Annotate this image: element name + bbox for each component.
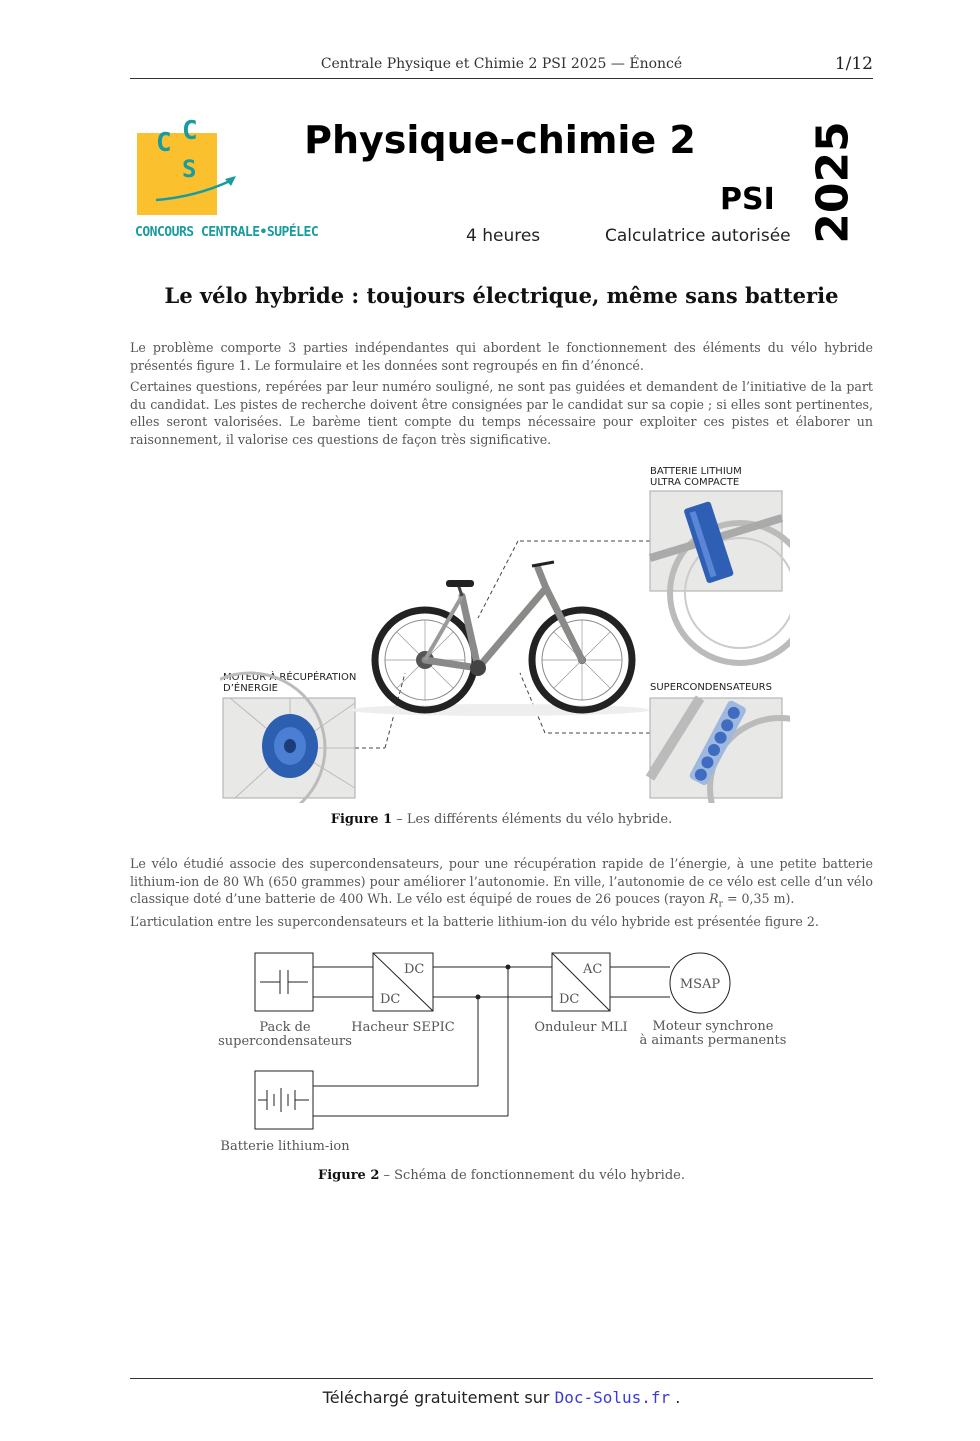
chopper-top-label: DC — [404, 962, 425, 977]
battery-inset — [650, 491, 790, 663]
footer-link[interactable]: Doc-Solus.fr — [554, 1388, 671, 1407]
logo-letter-1: C — [156, 128, 172, 158]
logo-letter-2: C — [182, 116, 198, 146]
fig2-label-motor — [638, 1020, 788, 1048]
logo-mark-icon — [130, 115, 245, 210]
exam-calculator: Calculatrice autorisée — [605, 226, 791, 246]
footer — [130, 1388, 873, 1407]
chopper-bottom-label: DC — [380, 992, 401, 1007]
figure1-caption-label: Figure 1 — [330, 812, 393, 827]
motor-label: MSAP — [679, 977, 721, 992]
footer-text: Téléchargé gratuitement sur — [322, 1388, 555, 1407]
logo-text: CONCOURS CENTRALE•SUPÉLEC — [135, 225, 319, 240]
fig2-label-pack — [205, 1021, 365, 1049]
body-paragraph-4: L’articulation entre les supercondensateurs et la batterie lithium-ion du vélo hybride est présentée figure 2. — [130, 914, 819, 929]
figure2-caption — [130, 1168, 873, 1183]
fig2-label-motor-line1: Moteur synchrone — [652, 1019, 774, 1034]
page-number: 1/12 — [834, 54, 873, 74]
footer-end: . — [670, 1388, 681, 1407]
fig2-label-chopper: Hacheur SEPIC — [351, 1020, 455, 1035]
running-title: Centrale Physique et Chimie 2 PSI 2025 — Énoncé — [320, 56, 683, 72]
header-rule — [130, 78, 873, 79]
fig1-label-supercap: SUPERCONDENSATEURS — [650, 682, 772, 693]
fig2-label-motor-line2: à aimants permanents — [639, 1033, 787, 1048]
footer-rule — [130, 1378, 873, 1379]
figure1-caption-text: – Les différents éléments du vélo hybride. — [392, 812, 673, 827]
intro-paragraph-1: Le problème comporte 3 parties indépendantes qui abordent le fonctionnement des éléments du vélo hybride présentés figure 1. Le formulaire et les données sont regroupés en fin d’énoncé. — [130, 340, 873, 373]
radius-subscript: r — [718, 899, 723, 910]
figure1-illustration — [220, 488, 790, 803]
body-paragraph-3 — [130, 855, 873, 914]
fig2-label-inverter: Onduleur MLI — [534, 1020, 628, 1035]
fig2-label-pack-line1: Pack de — [259, 1020, 311, 1035]
intro-paragraph-2: Certaines questions, repérées par leur numéro souligné, ne sont pas guidées et demandent de l’initiative de la part du candidat. Les pistes de recherche doivent être consignées par le candidat sur sa copie ; si elles sont pertinentes, elles seront valorisées. Le barème tient compte du temps nécessaire pour exploiter ces pistes et élaborer un raisonnement, il valorise ces questions de façon très significative. — [130, 379, 873, 447]
logo-letter-3: S — [182, 155, 197, 183]
supercap-inset — [650, 698, 790, 803]
fig1-label-battery-line2: ULTRA COMPACTE — [650, 477, 740, 488]
exam-year-box — [804, 115, 884, 245]
body-paragraph-3-end: = 0,35 m). — [722, 891, 795, 906]
motor-inset — [220, 673, 355, 803]
body-paragraph-3-text: Le vélo étudié associe des supercondensateurs, pour une récupération rapide de l’énergie, à une petite batterie lithium-ion de 80 Wh (650 grammes) pour améliorer l’autonomie. En ville, l’autonomie de ce vélo est celle d’un vélo classique doté d’une batterie de 400 Wh. Le vélo est équipé de roues de 26 pouces (rayon — [130, 856, 873, 906]
figure2-caption-label: Figure 2 — [317, 1168, 380, 1183]
inverter-top-label: AC — [583, 962, 603, 977]
inverter-bottom-label: DC — [559, 992, 580, 1007]
fig1-label-motor-line2: D’ÉNERGIE — [223, 683, 278, 694]
fig1-label-battery — [650, 466, 742, 488]
fig2-label-battery: Batterie lithium-ion — [220, 1139, 350, 1154]
fig2-label-pack-line2: supercondensateurs — [218, 1034, 352, 1049]
radius-symbol: R — [709, 891, 719, 906]
subject-title: Le vélo hybride : toujours électrique, même sans batterie — [164, 283, 839, 308]
exam-filiere: PSI — [720, 182, 775, 217]
exam-year: 2025 — [807, 121, 859, 244]
figure2-caption-text: – Schéma de fonctionnement du vélo hybride. — [379, 1168, 685, 1183]
fig1-label-battery-line1: BATTERIE LITHIUM — [650, 466, 742, 477]
fig1-label-motor-line1: MOTEUR À RÉCUPÉRATION — [223, 672, 357, 683]
figure1-caption — [130, 812, 873, 827]
bicycle-icon — [350, 562, 650, 716]
exam-title: Physique-chimie 2 — [304, 118, 696, 162]
exam-duration: 4 heures — [466, 226, 541, 246]
